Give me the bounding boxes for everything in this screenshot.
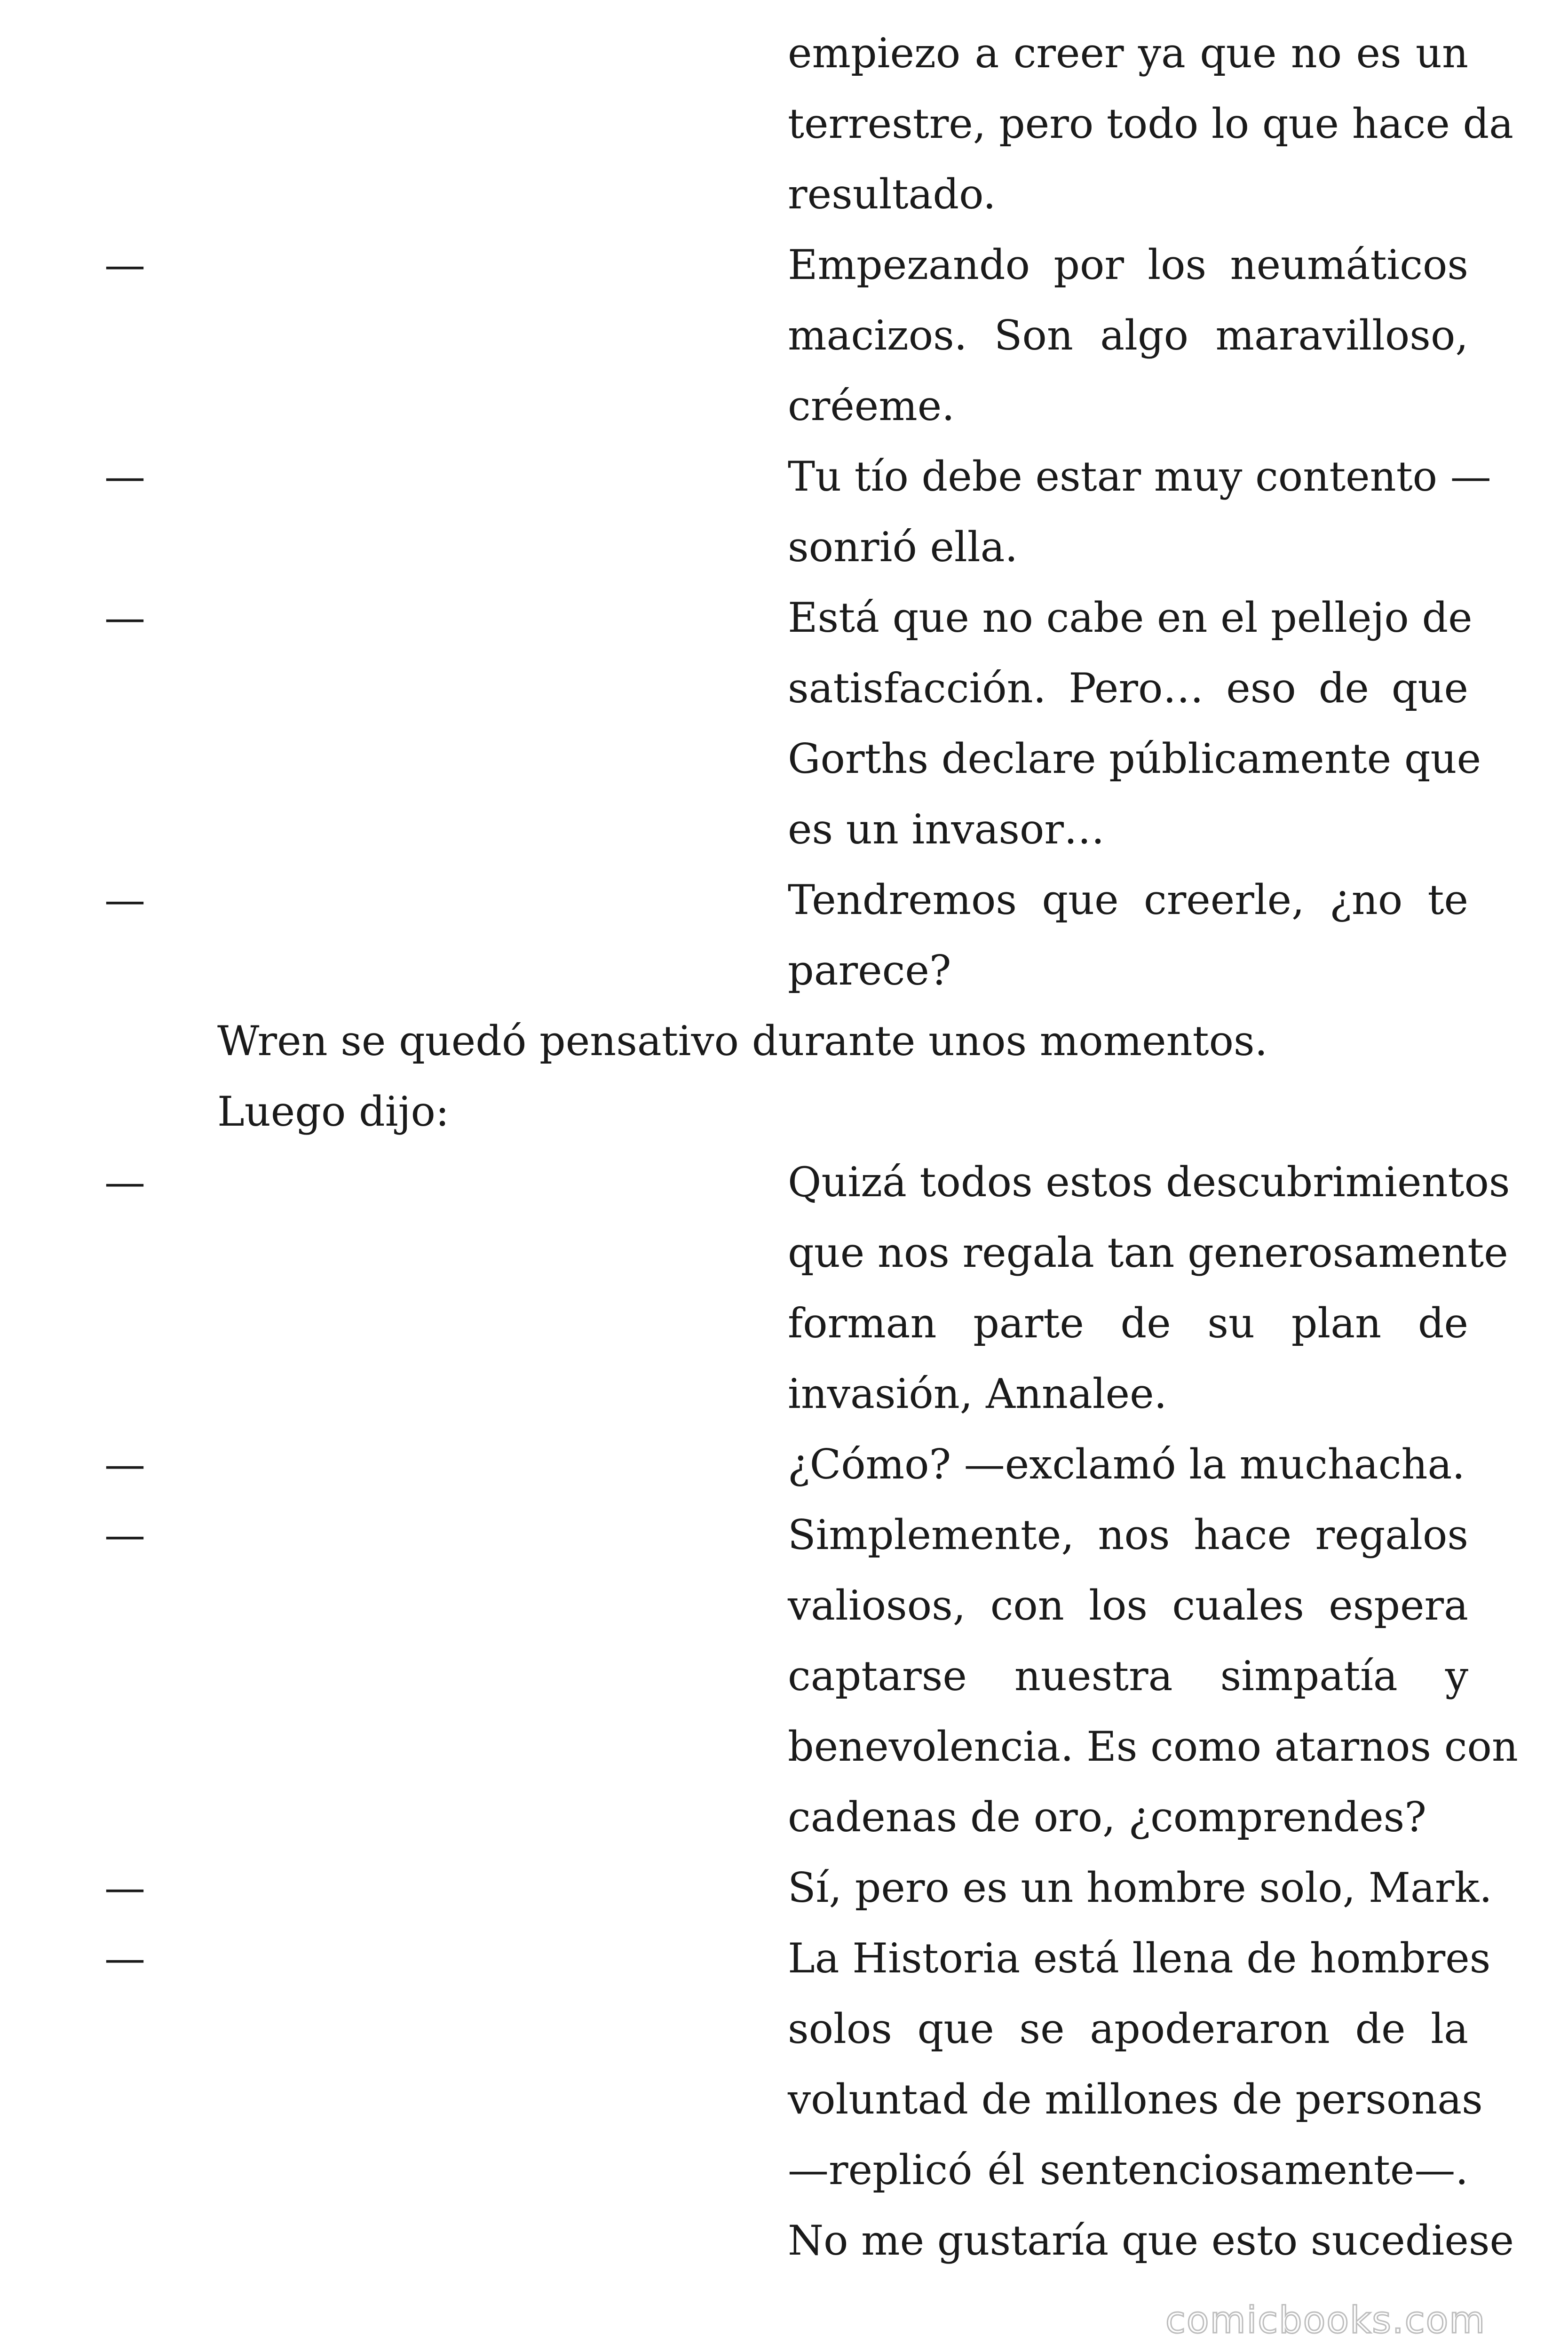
text-line: créeme.: [788, 382, 955, 430]
dialogue-dash: —: [104, 1511, 145, 1559]
narration-line: Luego dijo:: [217, 1088, 450, 1136]
dialogue-dash: —: [104, 241, 145, 289]
watermark-logo: comicbooks.com: [1165, 2299, 1486, 2342]
text-line: parece?: [788, 946, 951, 994]
text-line: La Historia está llena de hombres: [788, 1934, 1491, 1982]
text-line: Está que no cabe en el pellejo de: [788, 594, 1473, 642]
text-line: cadenas de oro, ¿comprendes?: [788, 1793, 1426, 1841]
dialogue-dash: —: [104, 1440, 145, 1488]
text-line: No me gustaría que esto sucediese: [788, 2217, 1514, 2265]
text-line: Sí, pero es un hombre solo, Mark.: [788, 1864, 1492, 1912]
text-line: invasión, Annalee.: [788, 1370, 1167, 1418]
text-line: benevolencia. Es como atarnos con: [788, 1723, 1518, 1771]
text-line: voluntad de millones de personas: [788, 2075, 1483, 2123]
text-line: Tu tío debe estar muy contento —: [788, 453, 1491, 501]
text-line: Gorths declare públicamente que: [788, 735, 1481, 783]
text-line: que nos regala tan generosamente: [788, 1229, 1508, 1277]
text-line: ¿Cómo? —exclamó la muchacha.: [788, 1440, 1465, 1488]
text-line: terrestre, pero todo lo que hace da: [788, 100, 1514, 148]
text-line: captarse nuestra simpatía y: [788, 1652, 1468, 1700]
text-line: sonrió ella.: [788, 523, 1018, 571]
dialogue-dash: —: [104, 594, 145, 642]
text-line: Quizá todos estos descubrimientos: [788, 1158, 1510, 1206]
text-line: Empezando por los neumáticos: [788, 241, 1468, 289]
text-line: satisfacción. Pero… eso de que: [788, 664, 1468, 712]
dialogue-dash: —: [104, 1934, 145, 1982]
dialogue-dash: —: [104, 1158, 145, 1206]
dialogue-dash: —: [104, 876, 145, 924]
text-line: Simplemente, nos hace regalos: [788, 1511, 1468, 1559]
text-line: macizos. Son algo maravilloso,: [788, 311, 1468, 359]
text-line: —replicó él sentenciosamente—.: [788, 2146, 1468, 2194]
text-line: valiosos, con los cuales espera: [788, 1581, 1468, 1629]
dialogue-dash: —: [104, 453, 145, 501]
text-line: Tendremos que creerle, ¿no te: [788, 876, 1468, 924]
text-line: forman parte de su plan de: [788, 1299, 1468, 1347]
text-line: empiezo a creer ya que no es un: [788, 29, 1468, 77]
text-line: resultado.: [788, 170, 996, 218]
dialogue-dash: —: [104, 1864, 145, 1912]
narration-line: Wren se quedó pensativo durante unos momentos.: [217, 1017, 1268, 1065]
text-line: es un invasor…: [788, 805, 1105, 853]
text-line: solos que se apoderaron de la: [788, 2005, 1468, 2053]
